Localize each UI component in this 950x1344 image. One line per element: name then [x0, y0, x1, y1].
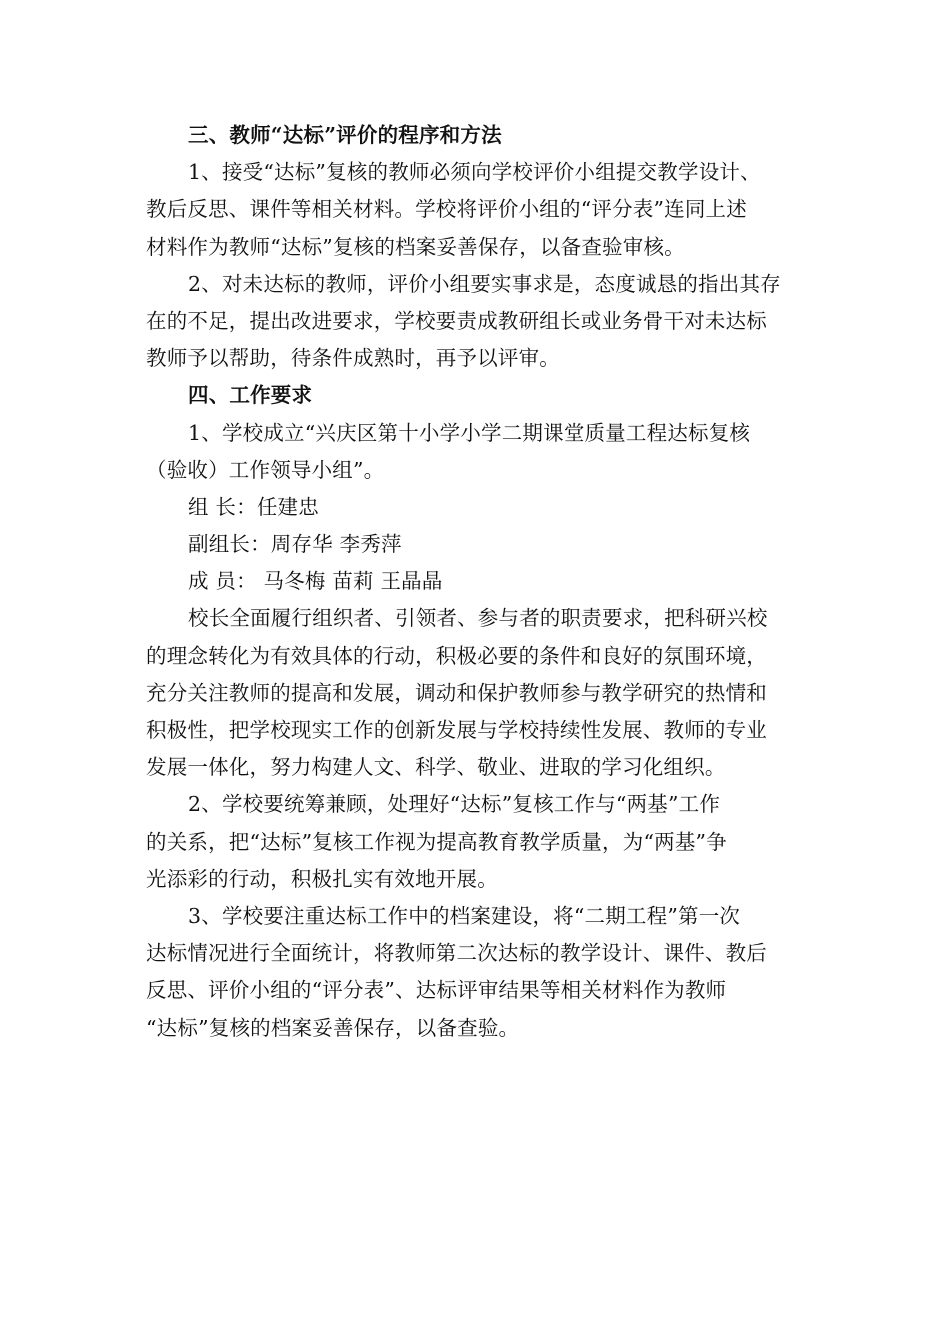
text-line: 材料作为教师“达标”复核的档案妥善保存，以备查验审核。 [146, 234, 685, 259]
text-line: 副组长：周存华 李秀萍 [188, 532, 402, 557]
text-line: “达标”复核的档案妥善保存，以备查验。 [146, 1015, 520, 1040]
text-line: 积极性，把学校现实工作的创新发展与学校持续性发展、教师的专业 [146, 718, 767, 742]
text-line: 1、接受“达标”复核的教师必须向学校评价小组提交教学设计、 [188, 160, 761, 185]
document-body [146, 117, 826, 1047]
text-line: 2、对未达标的教师，评价小组要实事求是，态度诚恳的指出其存 [188, 271, 781, 296]
text-line: 校长全面履行组织者、引领者、参与者的职责要求，把科研兴校 [188, 606, 768, 631]
text-line: 成 员： 马冬梅 苗莉 王晶晶 [188, 569, 443, 594]
text-line: 光添彩的行动，积极扎实有效地开展。 [146, 866, 498, 891]
text-line: 的关系，把“达标”复核工作视为提高教育教学质量，为“两基”争 [146, 829, 727, 854]
text-line: 1、学校成立“兴庆区第十小学小学二期课堂质量工程达标复核 [188, 420, 751, 445]
text-line: 教师予以帮助，待条件成熟时，再予以评审。 [146, 346, 560, 371]
text-line: 在的不足，提出改进要求，学校要责成教研组长或业务骨干对未达标 [146, 308, 767, 333]
text-line: 充分关注教师的提高和发展，调动和保护教师参与教学研究的热情和 [146, 680, 767, 705]
text-line: 的理念转化为有效具体的行动，积极必要的条件和良好的氛围环境， [146, 643, 767, 668]
text-line: 反思、评价小组的“评分表”、达标评审结果等相关材料作为教师 [146, 978, 727, 1003]
text-line: 达标情况进行全面统计，将教师第二次达标的教学设计、课件、教后 [146, 941, 767, 966]
text-line: 组 长：任建忠 [188, 494, 319, 519]
text-line: 3、学校要注重达标工作中的档案建设，将“二期工程”第一次 [188, 903, 741, 928]
text-line: 发展一体化，努力构建人文、科学、敬业、进取的学习化组织。 [146, 755, 726, 780]
text-line: 2、学校要统筹兼顾，处理好“达标”复核工作与“两基”工作 [188, 792, 721, 817]
section-heading: 三、教师“达标”评价的程序和方法 [188, 123, 502, 147]
text-line: （验收）工作领导小组”。 [146, 457, 385, 482]
text-line: 教后反思、课件等相关材料。学校将评价小组的“评分表”连同上述 [146, 197, 747, 222]
section-heading: 四、工作要求 [188, 383, 313, 408]
